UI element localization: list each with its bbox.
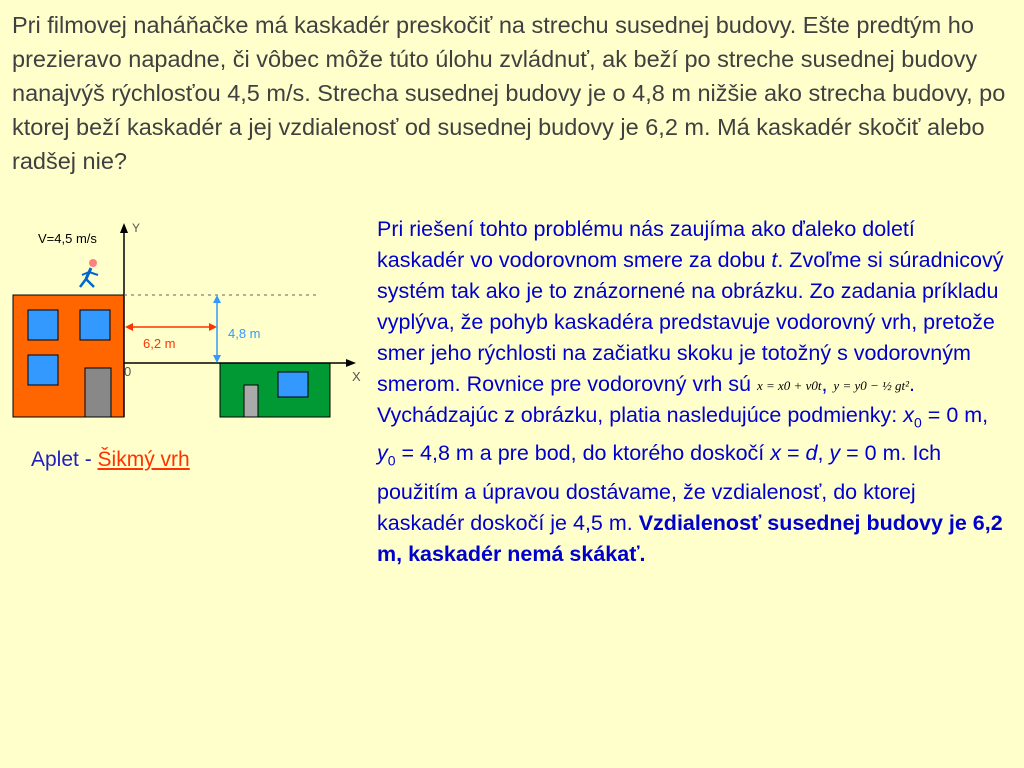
stuntman-figure — [80, 259, 98, 287]
door — [85, 368, 111, 417]
height-label: 4,8 m — [228, 326, 261, 341]
y-axis-label: Y — [132, 221, 141, 235]
window — [28, 310, 58, 340]
door — [244, 385, 258, 417]
x-axis-label: X — [352, 369, 361, 384]
formula-y: y = y0 − ½ gt² — [833, 377, 910, 393]
window — [80, 310, 110, 340]
problem-text: Pri filmovej naháňačke má kaskadér preskočiť na strechu susednej budovy. Ešte predtým ho prezieravo napadne, či vôbec môže túto úlohu zvládnuť, ak beží po streche susednej budovy nanajvýš rýchlosťou 4,5 m/s. Strecha susednej budovy je o 4,8 m nižšie ako strecha budovy, po ktorej beží kaskadér a jej vzdialenosť od susednej budovy je 6,2 m. Má kaskadér skočiť alebo radšej nie? — [12, 12, 1006, 174]
right-building — [220, 363, 330, 417]
applet-prefix: Aplet - — [31, 448, 98, 471]
applet-link[interactable]: Šikmý vrh — [97, 448, 190, 471]
applet-line — [31, 448, 190, 472]
velocity-label: V=4,5 m/s — [38, 231, 97, 246]
conclusion: Vzdialenosť susednej budovy je 6,2 m, kaskadér nemá skákať. — [377, 510, 1003, 566]
formula-x: x = x0 + v0t — [756, 377, 822, 393]
window — [28, 355, 58, 385]
window — [278, 372, 308, 397]
distance-label: 6,2 m — [143, 336, 176, 351]
building-jump-diagram — [0, 215, 370, 425]
origin-label: 0 — [124, 364, 132, 379]
solution-text: Pri riešení tohto problému nás zaujíma ako ďaleko doletí kaskadér vo vodorovnom smere za dobu t. Zvoľme si súradnicový systém tak ako je to znázornené na obrázku. Zo zadania príkladu vyplýva, že pohyb kaskadéra predstavuje vodorovný vrh, pretože smer jeho rýchlosti na začiatku skoku je totožný s vodorovným smerom. Rovnice pre vodorovný vrh sú x = x0 + v0t, y = y0 − ½ gt². Vychádzajúc z obrázku, platia nasledujúce podmienky: $x_0 = 0$ m, $y_0 = 4,8$ m a pre bod, do ktorého doskočí x = d, y = 0 m. Ich použitím a úpravou dostávame, že vzdialenosť, do ktorej kaskadér doskočí je 4,5 m. Vzdialenosť susednej budovy je 6,2 m, kaskadér nemá skákať. — [377, 217, 1004, 566]
